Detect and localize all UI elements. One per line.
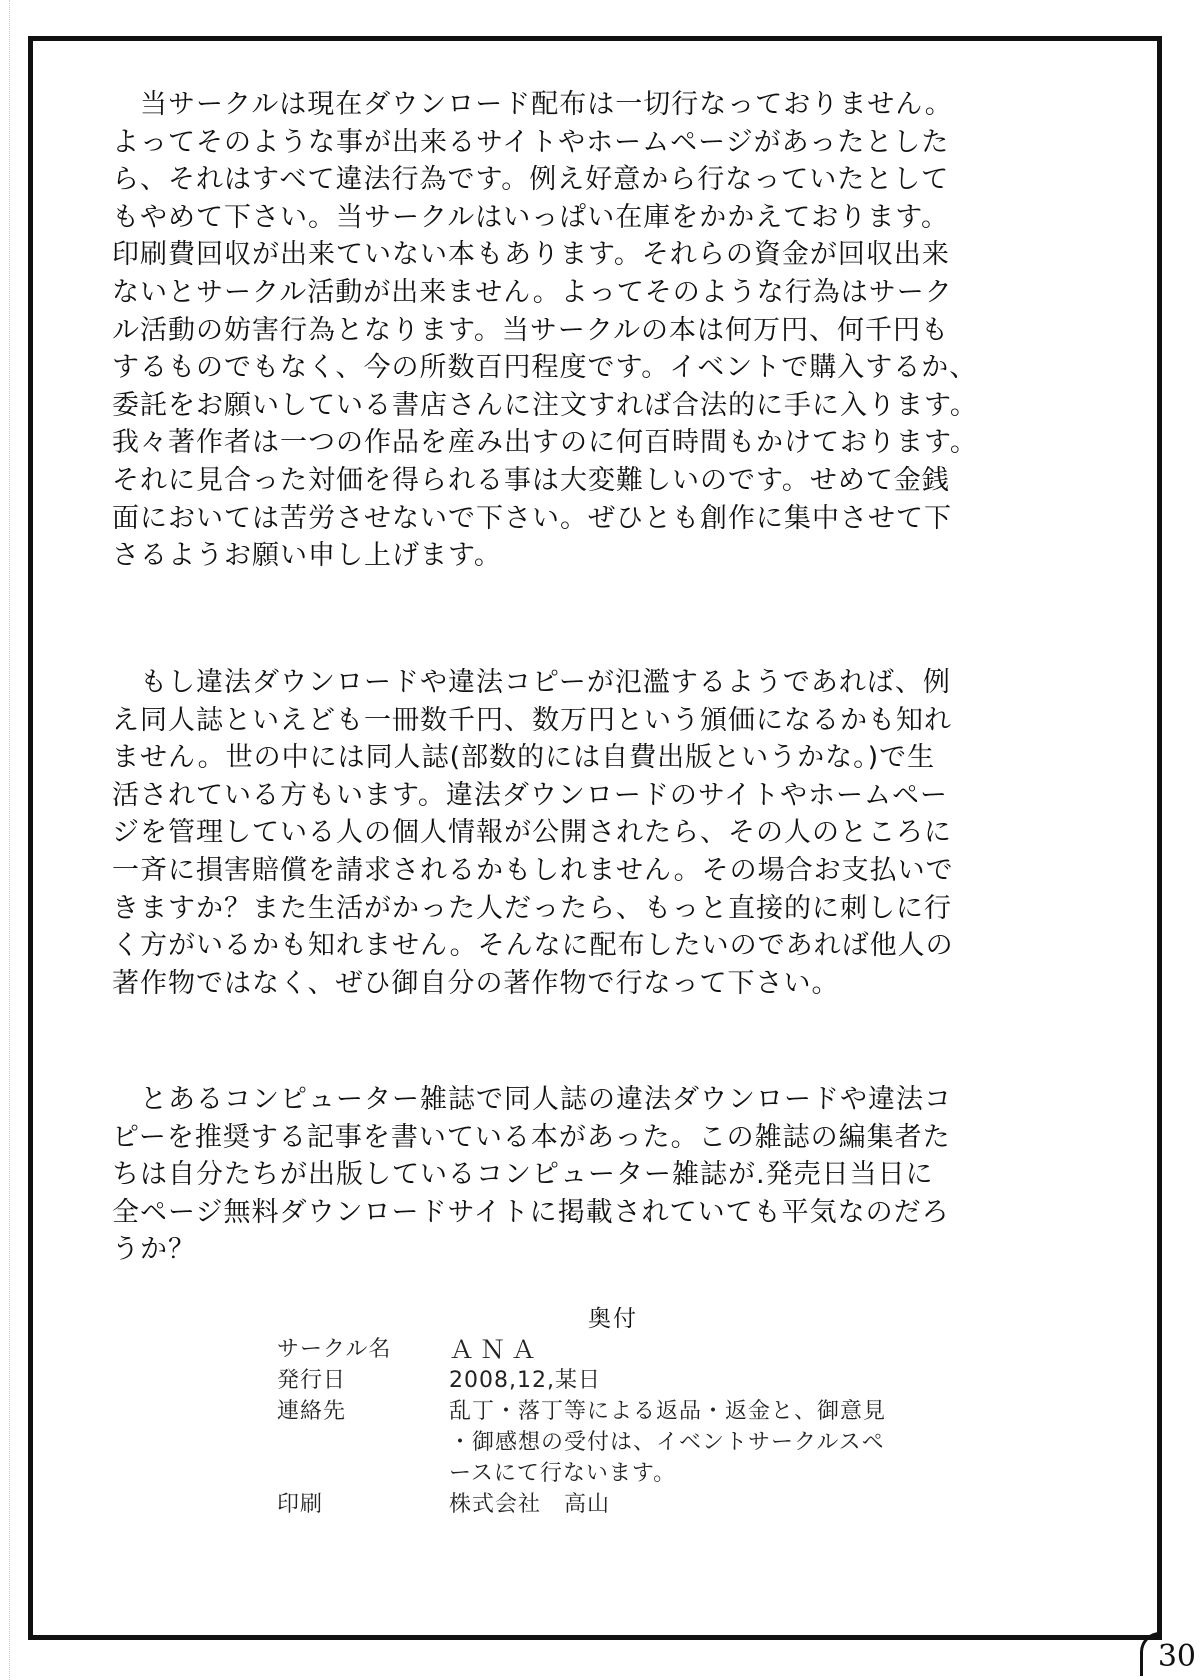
colophon-value: 株式会社 高山 — [449, 1492, 611, 1517]
colophon-label: サークル名 — [277, 1337, 392, 1362]
page-edge-decoration — [0, 0, 10, 1680]
colophon — [277, 1334, 1009, 1520]
colophon-row-date — [277, 1365, 1009, 1396]
notice-paragraph-1: 当サークルは現在ダウンロード配布は一切行なっておりません。 よってそのような事が出来るサイトやホームページがあったとした ら、それはすべて違法行為です。例え好意から行なっていたとして もやめて下さい。当サークルはいっぱい在庫をかかえております。 印刷費回収が出来ていない本もあります。それらの資金が回収出来 ないとサークル活動が出来ません。よってそのような行為はサーク ル活動の妨害行為となります。当サークルの本は何万円、何千円も するものでもなく、今の所数百円程度です。イベントで購入するか、 委託をお願いしている書店さんに注文すれば合法的に手に入ります。 我々著作者は一つの作品を産み出すのに何百時間もかけております。 それに見合った対価を得られる事は大変難しいのです。せめて金銭 面においては苦労させないで下さい。ぜひとも創作に集中させて下 さるようお願い申し上げます。 — [112, 89, 978, 572]
page-number: 30 — [1157, 1639, 1196, 1674]
colophon-label: 連絡先 — [277, 1399, 347, 1424]
colophon-row-printer — [277, 1489, 1009, 1520]
colophon-value: 2008,12,某日 — [449, 1368, 601, 1393]
colophon-label: 印刷 — [277, 1492, 324, 1517]
colophon-value: 乱丁・落丁等による返品・返金と、御意見 ・御感想の受付は、イベントサークルスペ ースにて行ないます。 — [449, 1399, 887, 1486]
colophon-title: 奥付 — [588, 1306, 638, 1332]
colophon-row-contact — [277, 1396, 1009, 1489]
colophon-label: 発行日 — [277, 1368, 347, 1393]
colophon-row-circle — [277, 1334, 1009, 1365]
notice-paragraph-3: とあるコンピューター雑誌で同人誌の違法ダウンロードや違法コ ピーを推奨する記事を書いている本があった。この雑誌の編集者た ちは自分たちが出版しているコンピューター雑誌が.発売日当日に 全ページ無料ダウンロードサイトに掲載されていても平気なのだろ うか？ — [112, 1084, 952, 1266]
notice-paragraph-2: もし違法ダウンロードや違法コピーが氾濫するようであれば、例 え同人誌といえども一冊数千円、数万円という頒価になるかも知れ ません。世の中には同人誌(部数的には自費出版というかな。)で生 活されている方もいます。違法ダウンロードのサイトやホームペー ジを管理している人の個人情報が公開されたら、その人のところに 一斉に損害賠償を請求されるかもしれません。その場合お支払いで きますか？また生活がかった人だったら、もっと直接的に刺しに行 く方がいるかも知れません。そんなに配布したいのであれば他人の 著作物ではなく、ぜひ御自分の著作物で行なって下さい。 — [112, 667, 954, 999]
colophon-value: ＡＮＡ — [449, 1335, 543, 1364]
